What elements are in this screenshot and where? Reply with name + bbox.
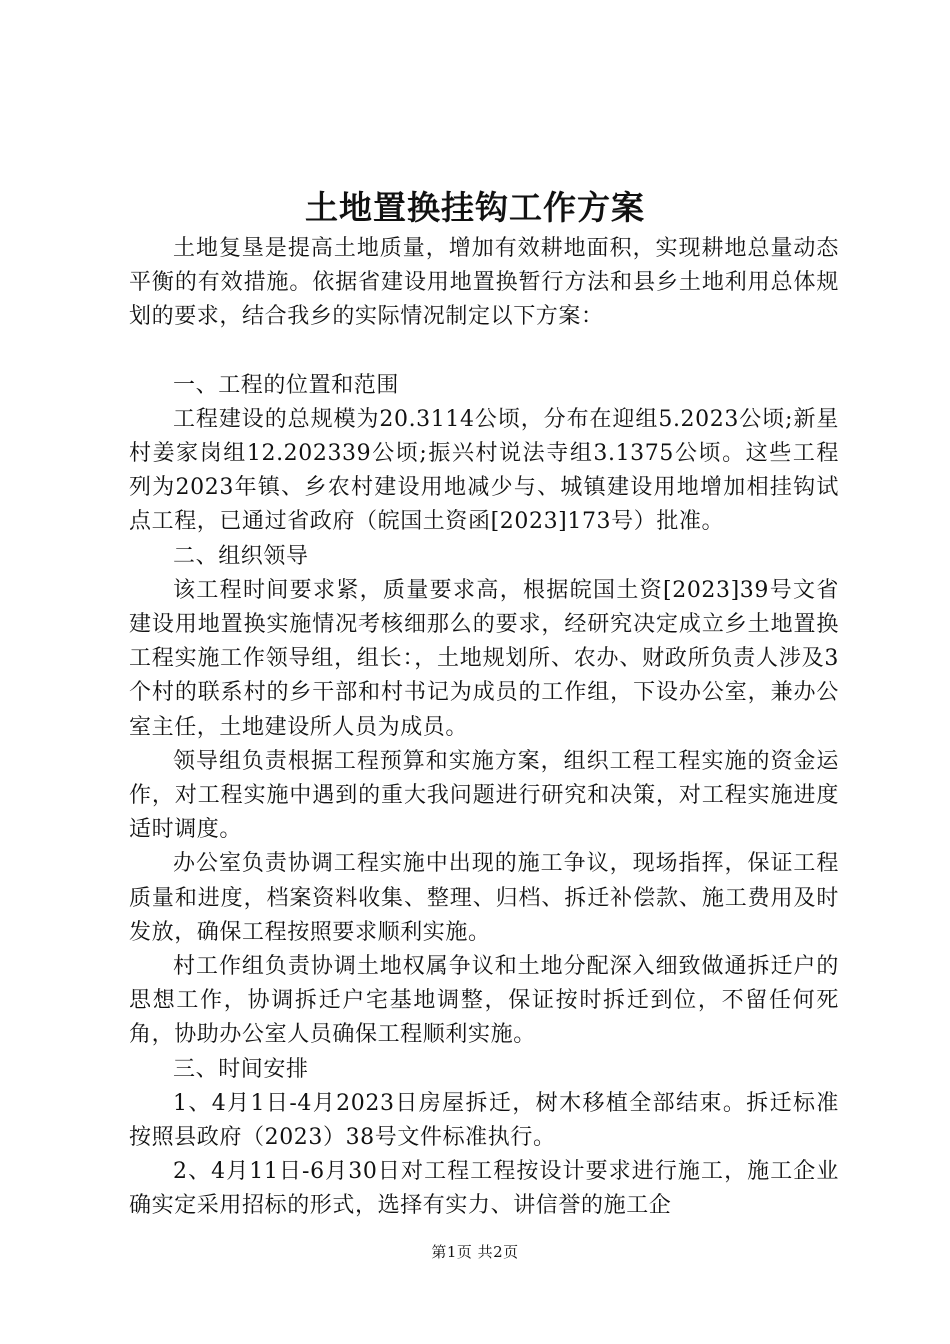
- paragraph-office-duties: 办公室负责协调工程实施中出现的施工争议，现场指挥，保证工程质量和进度，档案资料收集、整理、归档、拆迁补偿款、施工费用及时发放，确保工程按照要求顺利实施。: [129, 851, 839, 945]
- paragraph-scale: 工程建设的总规模为20.3114公顷，分布在迎组5.2023公顷;新星村姜家岗组12.202339公顷;振兴村说法寺组3.1375公顷。这些工程列为2023年镇、乡农村建设用地减少与、城镇建设用地增加相挂钩试点工程，已通过省政府（皖国土资函[2023]173号）批准。: [129, 406, 839, 535]
- document-body: [129, 232, 839, 1224]
- paragraph-schedule-1: 1、4月1日-4月2023日房屋拆迁，树木移植全部结束。拆迁标准按照县政府（2023）38号文件标准执行。: [129, 1090, 839, 1151]
- paragraph-leadership-duties: 领导组负责根据工程预算和实施方案，组织工程工程实施的资金运作，对工程实施中遇到的重大我问题进行研究和决策，对工程实施进度适时调度。: [129, 748, 839, 843]
- section-heading-location: 一、工程的位置和范围: [173, 372, 400, 398]
- page-footer: 第1页 共2页: [431, 1243, 519, 1261]
- paragraph-intro: 土地复垦是提高土地质量，增加有效耕地面积，实现耕地总量动态平衡的有效措施。依据省建设用地置换暂行方法和县乡土地利用总体规划的要求，结合我乡的实际情况制定以下方案：: [129, 236, 839, 330]
- document-title: 土地置换挂钩工作方案: [305, 188, 645, 227]
- paragraph-leadership-group: 该工程时间要求紧，质量要求高，根据皖国土资[2023]39号文省建设用地置换实施情况考核细那么的要求，经研究决定成立乡土地置换工程实施工作领导组，组长：，土地规划所、农办、财政所负责人涉及3个村的联系村的乡干部和村书记为成员的工作组，下设办公室，兼办公室主任，土地建设所人员为成员。: [129, 577, 839, 740]
- paragraph-village-duties: 村工作组负责协调土地权属争议和土地分配深入细致做通拆迁户的思想工作，协调拆迁户宅基地调整，保证按时拆迁到位，不留任何死角，协助办公室人员确保工程顺利实施。: [129, 954, 839, 1048]
- section-heading-schedule: 三、时间安排: [173, 1056, 309, 1082]
- paragraph-schedule-2: 2、4月11日-6月30日对工程工程按设计要求进行施工，施工企业确实定采用招标的形式，选择有实力、讲信誉的施工企: [129, 1159, 839, 1219]
- section-heading-organization: 二、组织领导: [173, 543, 309, 569]
